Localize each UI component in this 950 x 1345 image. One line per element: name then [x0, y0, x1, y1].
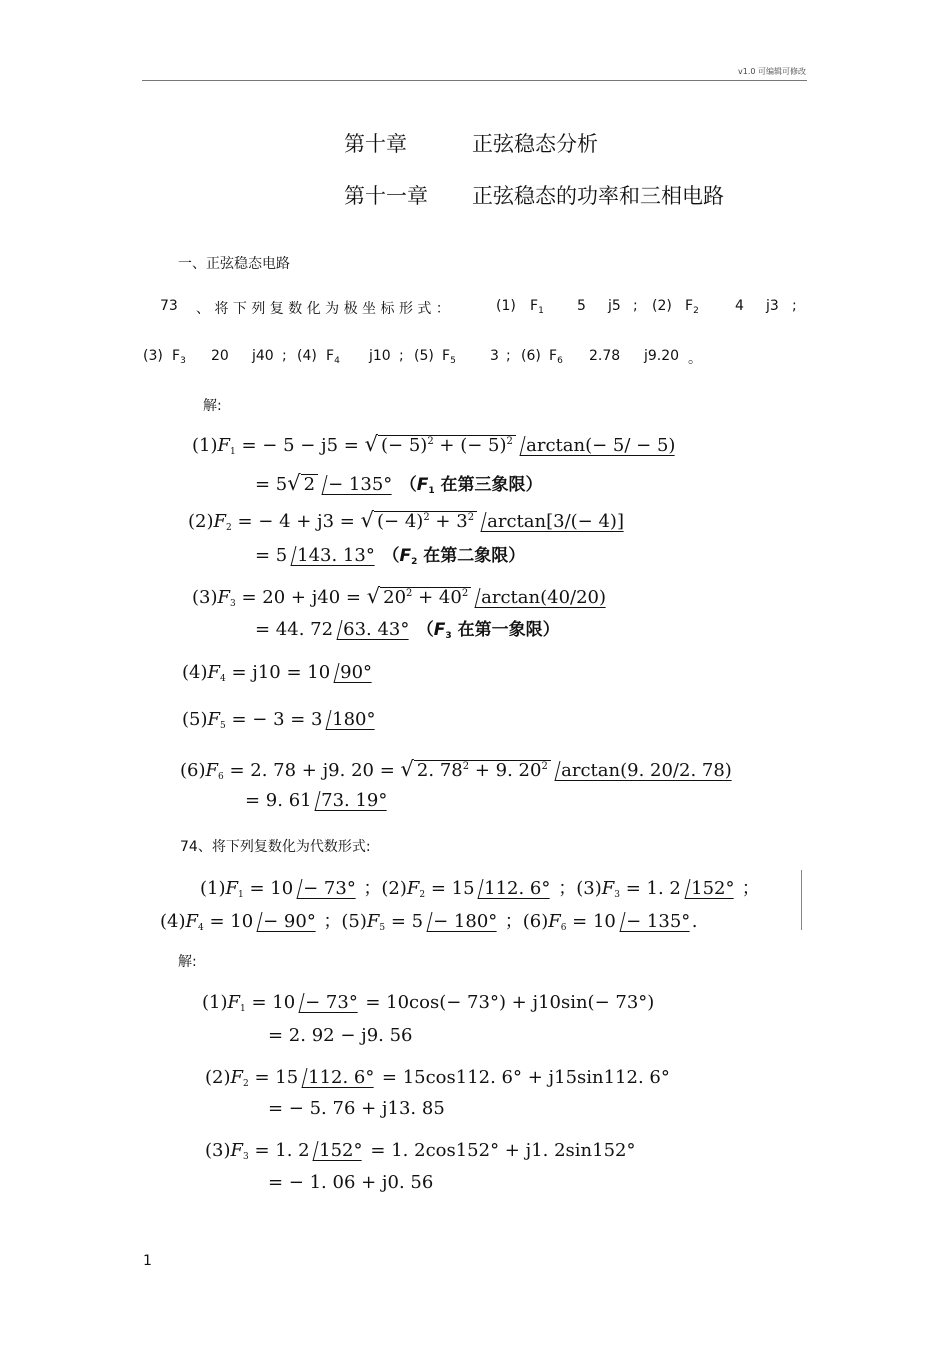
angle-symbol: arctan(40/20) [474, 588, 610, 608]
angle-symbol: 112. 6° [478, 879, 555, 899]
item-label: (2) [652, 298, 672, 314]
solution-73-3-line-2: = 44. 72 63. 43° （$F_3$ 在第一象限） [255, 619, 560, 641]
solution-74-1-line-1: $(1)F_1 = 10 - 73^\circ = 10\cos(- 73^\circ) + j10\sin(- 73^\circ)$ [202, 992, 655, 1014]
angle-symbol: 112. 6° [301, 1068, 378, 1088]
solution-73-6-line-1: $(6)F_6 = 2$. 78 + j9. 20 = √ 2. $78^2 + 9$. $20^2$ arctan(9. 20/2. 78) [180, 757, 733, 782]
value: j10 [369, 348, 391, 364]
chapter-number: 第十一章 [344, 184, 428, 208]
value: 3 [490, 348, 499, 364]
solution-74-1-line-2: = 2. 92 − j9. 56 [268, 1025, 413, 1046]
f4: $F_4$ [326, 348, 340, 366]
angle-symbol: arctan[3/(− 4)] [480, 512, 628, 532]
angle-symbol: arctan(9. 20/2. 78) [554, 761, 736, 781]
angle-symbol: − 73° [298, 993, 362, 1013]
value: 20 [211, 348, 229, 364]
angle-symbol: − 73° [296, 879, 360, 899]
angle-symbol: 152° [313, 1141, 367, 1161]
f6: $F_6$ [549, 348, 563, 366]
problem-74-prompt: 74、将下列复数化为代数形式: [180, 839, 371, 855]
section-heading: 一、正弦稳态电路 [178, 256, 290, 272]
chapter-number: 第十章 [344, 132, 407, 156]
f2: $F_2$ [685, 298, 699, 316]
solution-73-1-line-2: = 5√ 2 − 135° （$F_1$ 在第三象限） [255, 471, 543, 496]
angle-symbol: 180° [326, 710, 380, 730]
angle-symbol: − 180° [426, 912, 501, 932]
solution-73-3-line-1: $(3)F_3 = 20 + j40$ = √ $20^2 + 40^2$ arctan(40/20) [192, 584, 608, 609]
value: 2.78 [589, 348, 621, 364]
item-label: (1) [496, 298, 516, 314]
problem-prompt: 、 将 下 列 复 数 化 为 极 坐 标 形 式 ： [196, 301, 450, 317]
item-label: (6) [521, 348, 541, 364]
solution-74-3-line-2: = − 1. 06 + j0. 56 [268, 1172, 434, 1193]
item-label: (4) [297, 348, 317, 364]
chapter-name: 正弦稳态分析 [472, 132, 598, 156]
angle-symbol: − 135° [619, 912, 694, 932]
f5: $F_5$ [442, 348, 456, 366]
value: j3 [766, 298, 779, 314]
solution-73-2-line-2: = 5 143. 13° （$F_2$ 在第二象限） [255, 545, 526, 567]
separator: ; [633, 298, 638, 314]
radical-sign: √ [364, 432, 379, 456]
angle-symbol: − 90° [256, 912, 320, 932]
problem-number: 73 [160, 298, 178, 314]
angle-symbol: 152° [684, 879, 738, 899]
solution-73-4: $(4)F_4 = j10 = 10$ 90° [182, 662, 374, 684]
value: 5 [577, 298, 586, 314]
separator: ; [792, 298, 797, 314]
f1: $F_1$ [530, 298, 544, 316]
solution-74-2-line-1: $(2)F_2 = 15$ 112. 6° = 15cos112. 6° + j15sin112. 6° [205, 1067, 670, 1089]
header-note: v1.0 可编辑可修改 [738, 67, 806, 76]
angle-symbol: 143. 13° [291, 546, 380, 566]
value: j5 [608, 298, 621, 314]
scan-edge-line [801, 870, 802, 930]
solution-label: 解: [178, 954, 197, 970]
separator: ; [399, 348, 404, 364]
solution-73-1-line-1: $(1)F_1$ = − 5 − j5 = √ (− 5)$^2$ + (− 5)$^2$ arctan(− 5/ − 5) [192, 432, 677, 457]
header-divider [142, 80, 807, 81]
problem-74-line-1: $(1)F_1 = 10 - 73^\circ$ ；$(2)F_2 = 15$ 112. 6° ；$(3)F_3 = 1$. 2 152° ； [200, 878, 760, 900]
value: j40 [252, 348, 274, 364]
page-number: 1 [143, 1253, 152, 1269]
solution-74-3-line-1: $(3)F_3 = 1$. 2 152° = 1. 2cos152° + j1. 2sin152° [205, 1140, 636, 1162]
angle-symbol: arctan(− 5/ − 5) [519, 436, 679, 456]
angle-symbol: − 135° [321, 475, 396, 495]
period: 。 [688, 351, 702, 367]
solution-74-2-line-2: = − 5. 76 + j13. 85 [268, 1098, 445, 1119]
problem-73-line-2 [143, 348, 743, 370]
solution-label: 解: [203, 398, 222, 414]
separator: ; [506, 348, 511, 364]
separator: ; [282, 348, 287, 364]
item-label: (3) [143, 348, 163, 364]
item-label: (5) [414, 348, 434, 364]
angle-symbol: 90° [333, 663, 376, 683]
problem-74-line-2: $(4)F_4 = 10 - 90^\circ$ ；$(5)F_5 = 5 - 180^\circ$ ；$(6)F_6 = 10 - 135^\circ$ . [160, 911, 698, 933]
solution-73-6-line-2: = 9. 61 73. 19° [245, 790, 390, 811]
f3: $F_3$ [172, 348, 186, 366]
value: j9.20 [644, 348, 680, 364]
value: 4 [735, 298, 744, 314]
angle-symbol: 73. 19° [315, 791, 392, 811]
angle-symbol: 63. 43° [336, 620, 413, 640]
solution-73-5: $(5)F_5$ = − 3 = 3 180° [182, 709, 378, 731]
problem-73-line-1 [160, 298, 810, 320]
chapter-name: 正弦稳态的功率和三相电路 [472, 184, 724, 208]
solution-73-2-line-1: $(2)F_2$ = − 4 + j3 = √ (− $4)^2 + 3^2$ arctan[3/(− 4)] [188, 508, 626, 533]
